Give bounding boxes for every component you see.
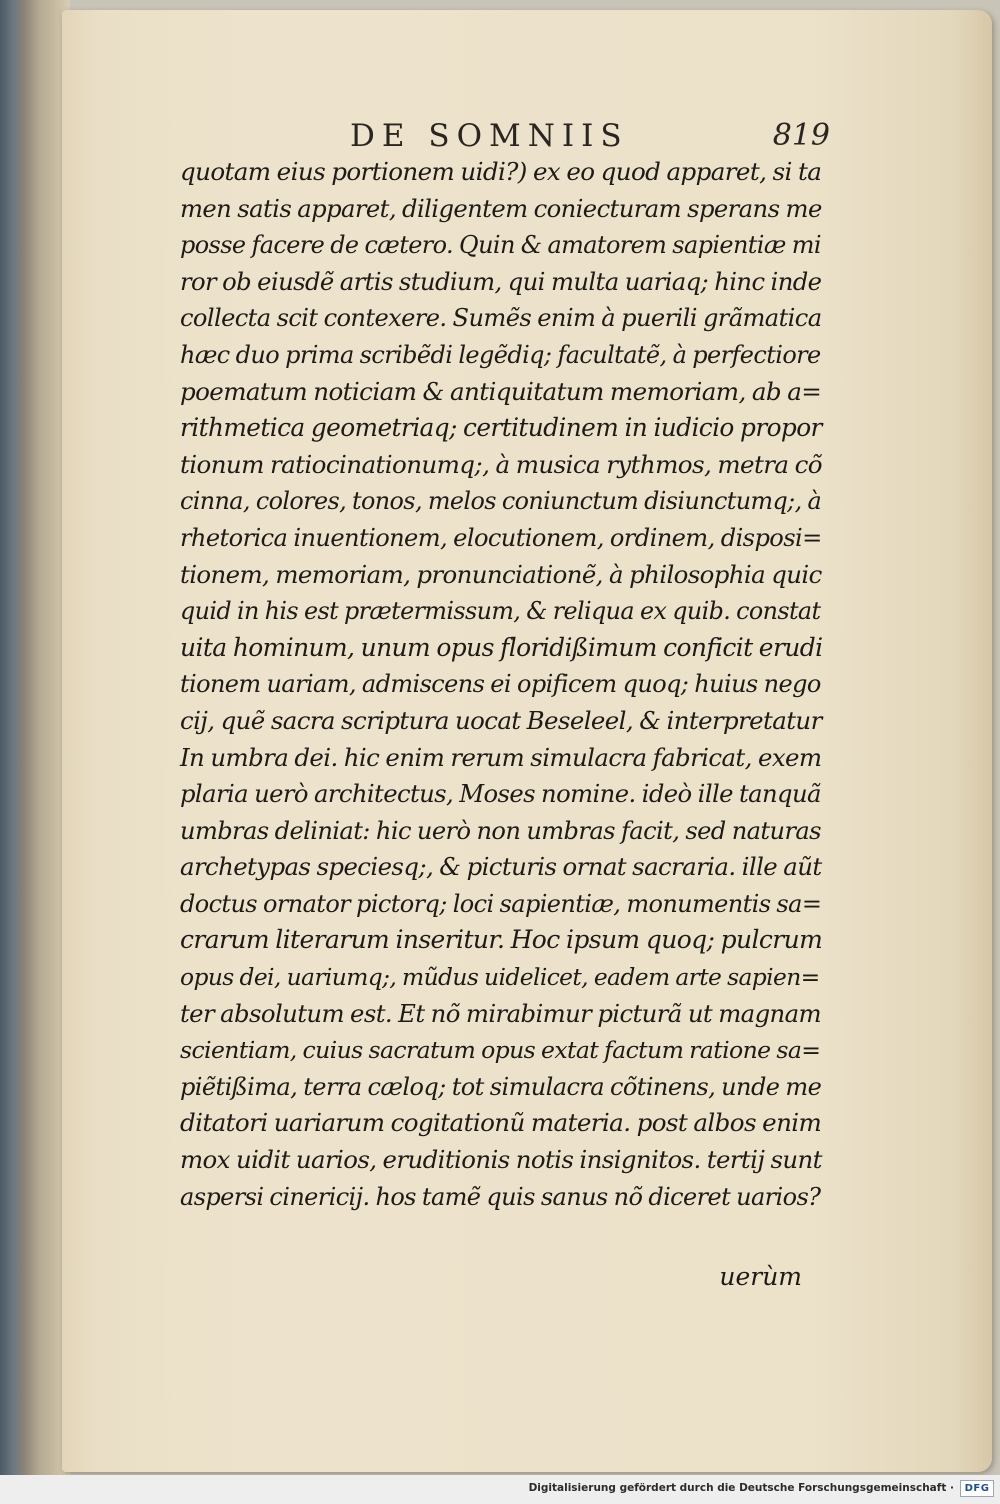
text-line: tionum ratiocinationumq;, à musica rythmos, metra cõ <box>180 449 822 479</box>
text-line: quotam eius portionem uidi?) ex eo quod apparet, si ta <box>180 157 822 186</box>
text-line: ditatori uariarum cogitationũ materia. post albos enim <box>180 1108 822 1138</box>
text-block <box>180 110 830 1290</box>
text-line: quid in his est prætermissum, & reliqua ex quib. constat <box>180 597 821 626</box>
text-line: ror ob eiusdẽ artis studium, qui multa uariaq; hinc inde <box>180 266 822 296</box>
text-line: uita hominum, unum opus floridißimum conficit erudi <box>180 632 823 662</box>
funding-notice: Digitalisierung gefördert durch die Deutsche Forschungsgemeinschaft · <box>528 1482 954 1494</box>
text-line: piẽtißima, terra cæloq; tot simulacra cõtinens, unde me <box>180 1072 822 1101</box>
catchword: uerùm <box>719 1262 802 1291</box>
text-line: rithmetica geometriaq; certitudinem in iudicio propor <box>180 413 822 443</box>
text-line: collecta scit contexere. Sumẽs enim à puerili grãmatica <box>180 304 822 333</box>
text-line: doctus ornator pictorq; loci sapientiæ, monumentis sa= <box>180 889 822 918</box>
text-line: rhetorica inuentionem, elocutionem, ordinem, disposi= <box>180 523 822 552</box>
book-page <box>62 10 992 1472</box>
text-line: umbras deliniat: hic uerò non umbras facit, sed naturas <box>180 816 821 845</box>
text-line: posse facere de cætero. Quin & amatorem sapientiæ mi <box>180 231 821 260</box>
book-binding <box>0 0 70 1475</box>
text-line: men satis apparet, diligentem coniecturam sperans me <box>180 193 822 223</box>
body-text <box>180 154 830 1215</box>
text-line: archetypas speciesq;, & picturis ornat sacraria. ille aũt <box>180 852 822 882</box>
page-number: 819 <box>772 118 830 153</box>
text-line: aspersi cinericij. hos tamẽ quis sanus nõ diceret uarios? <box>180 1182 821 1211</box>
attribution-footer <box>0 1475 1000 1504</box>
text-line: tionem uariam, admiscens ei opificem quoq; huius nego <box>180 670 821 699</box>
text-line: poematum noticiam & antiquitatum memoriam, ab a= <box>180 376 822 406</box>
running-title: DE SOMNIIS <box>350 118 629 154</box>
text-line: plaria uerò architectus, Moses nomine. ideò ille tanquã <box>180 779 821 809</box>
text-line: cij, quẽ sacra scriptura uocat Beseleel, & interpretatur <box>180 705 822 735</box>
text-line: In umbra dei. hic enim rerum simulacra fabricat, exem <box>180 742 822 772</box>
text-line: hæc duo prima scribẽdi legẽdiq; facultatẽ, à perfectiore <box>180 340 821 369</box>
text-line: cinna, colores, tonos, melos coniunctum disiunctumq;, à <box>180 487 822 516</box>
text-line: mox uidit uarios, eruditionis notis insignitos. tertij sunt <box>180 1145 822 1175</box>
text-line: tionem, memoriam, pronunciationẽ, à philosophia quic <box>180 559 822 589</box>
text-line: crarum literarum inseritur. Hoc ipsum quoq; pulcrum <box>180 925 823 955</box>
text-line: scientiam, cuius sacratum opus extat factum ratione sa= <box>180 1036 821 1065</box>
text-line: ter absolutum est. Et nõ mirabimur picturã ut magnam <box>180 998 821 1028</box>
dfg-logo: DFG <box>960 1480 994 1497</box>
text-line: opus dei, uariumq;, mũdus uidelicet, eadem arte sapien= <box>180 963 820 992</box>
